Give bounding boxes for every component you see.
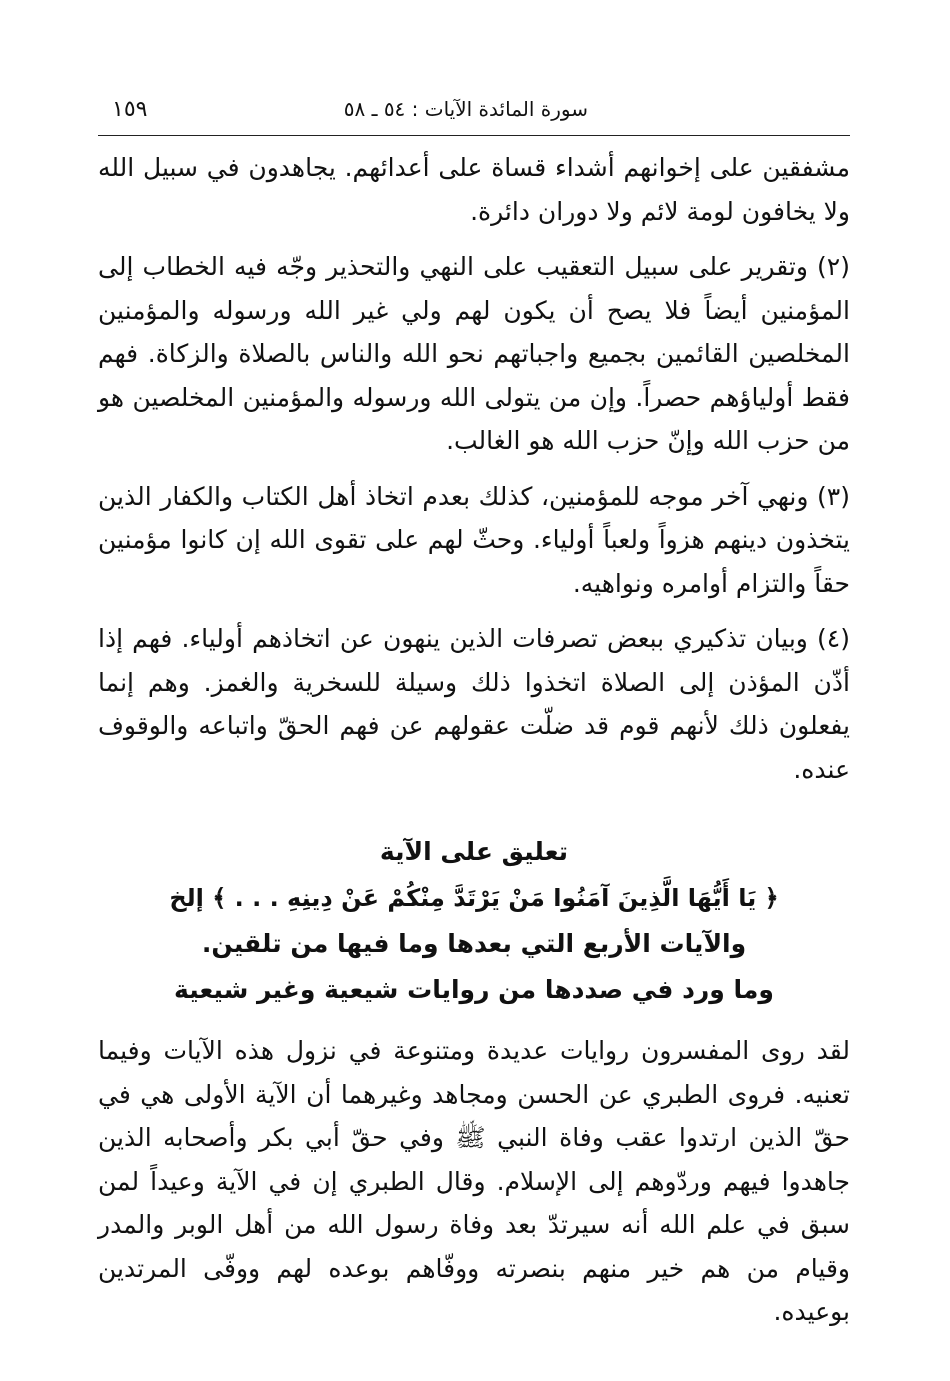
section-title: تعليق على الآية — [379, 837, 569, 866]
book-page — [98, 95, 850, 1346]
running-header — [98, 95, 850, 136]
paragraph-point-2: (٢) وتقرير على سبيل التعقيب على النهي والتحذير وجّه فيه الخطاب إلى المؤمنين أيضاً فلا يصح أن يكون لهم ولي غير الله ورسوله والمؤمنين المخلصين القائمين بجميع واجباتهم نحو الله والناس بالصلاة والزكاة. فهم فقط أولياؤهم حصراً. وإن من يتولى الله ورسوله والمؤمنين المخلصين هو من حزب الله وإنّ حزب الله هو الغالب. — [98, 252, 850, 455]
surah-title: سورة المائدة الآيات : ٥٤ ـ ٥٨ — [343, 97, 588, 121]
paragraph-point-4: (٤) وبيان تذكيري ببعض تصرفات الذين ينهون عن اتخاذهم أولياء. فهم إذا أذّن المؤذن إلى الصلاة اتخذوا ذلك وسيلة للسخرية والغمز. وهم إنما يفعلون ذلك لأنهم قوم قد ضلّت عقولهم عن فهم الحقّ واتباعه والوقوف عنده. — [98, 624, 850, 784]
quran-verse-line: ﴿ يَا أَيُّهَا الَّذِينَ آمَنُوا مَنْ يَرْتَدَّ مِنْكُمْ عَنْ دِينِهِ . . . ﴾ إلخ — [169, 884, 779, 912]
section-subtitle-1: والآيات الأربع التي بعدها وما فيها من تلقين. — [201, 929, 747, 958]
paragraph-continuation: مشفقين على إخوانهم أشداء قساة على أعدائهم. يجاهدون في سبيل الله ولا يخافون لومة لائم ولا دوران دائرة. — [98, 153, 850, 226]
section-heading — [98, 829, 850, 1013]
paragraph-commentary: لقد روى المفسرون روايات عديدة ومتنوعة في نزول هذه الآيات وفيما تعنيه. فروى الطبري عن الحسن ومجاهد وغيرهما أن الآية الأولى هي في حقّ الذين ارتدوا عقب وفاة النبي ﷺ وفي حقّ أبي بكر وأصحابه الذين جاهدوا فيهم وردّوهم إلى الإسلام. وقال الطبري إن في الآية وعيداً لمن سبق في علم الله أنه سيرتدّ بعد وفاة رسول الله من أهل الوبر والمدر وقيام من هم خير منهم بنصرته ووفّاهم بوعده لهم ووفّى المرتدين بوعيده. — [98, 1036, 850, 1326]
page-number: ١٥٩ — [112, 97, 148, 122]
paragraph-point-3: (٣) ونهي آخر موجه للمؤمنين، كذلك بعدم اتخاذ أهل الكتاب والكفار الذين يتخذون دينهم هزواً ولعباً أولياء. وحثّ لهم على تقوى الله إن كانوا مؤمنين حقاً والتزام أوامره ونواهيه. — [98, 481, 850, 598]
section-subtitle-2: وما ورد في صددها من روايات شيعية وغير شيعية — [174, 975, 774, 1004]
